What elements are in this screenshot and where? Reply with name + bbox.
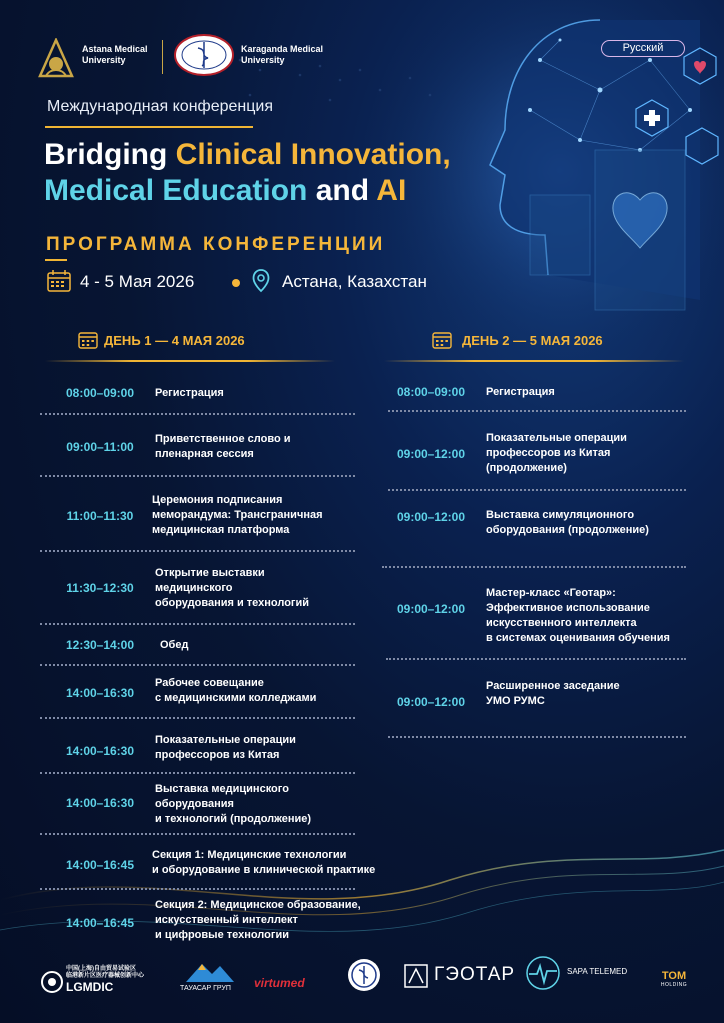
day2-title: ДЕНЬ 2 — 5 МАЯ 2026 — [462, 333, 603, 348]
geotar-logo — [404, 963, 516, 989]
university1-name: Astana Medical University — [82, 44, 148, 65]
day1-time: 14:00–16:45 — [65, 858, 135, 872]
title-line-2: Medical Education and AI — [44, 174, 407, 207]
day2-time: 09:00–12:00 — [396, 602, 466, 616]
row-separator — [40, 888, 355, 890]
university-seal-logo — [347, 958, 381, 992]
tom-name: TOM — [661, 970, 687, 982]
day1-time: 14:00–16:30 — [65, 686, 135, 700]
day1-time: 08:00–09:00 — [65, 386, 135, 400]
row-separator — [386, 658, 686, 660]
day1-time: 11:30–12:30 — [66, 581, 134, 595]
calendar-icon — [47, 270, 71, 292]
row-separator — [40, 772, 355, 774]
location-pin-icon — [252, 269, 270, 293]
row-separator — [40, 550, 355, 552]
day1-event: Рабочее совещание с медицинскими колледжами — [155, 677, 317, 704]
day2-time: 09:00–12:00 — [396, 447, 466, 461]
title-line-1: Bridging Clinical Innovation, — [44, 138, 451, 171]
lgmdic-subtitle: 中国(上海)自由贸易试验区 临港新片区医疗器械创新中心 — [66, 966, 145, 979]
row-separator — [388, 410, 686, 412]
row-separator — [40, 833, 355, 835]
day1-time: 09:00–11:00 — [66, 440, 134, 454]
tom-holding-logo — [656, 970, 692, 996]
tom-subtitle: HOLDING — [660, 982, 688, 988]
row-separator — [388, 736, 686, 738]
day2-event: Мастер-класс «Геотар»: Эффективное использование искусственного интеллекта в системах оценивания обучения — [486, 587, 670, 644]
virtumed-logo: virtumed — [254, 976, 305, 990]
day1-event: Секция 2: Медицинское образование, искусственный интеллект и цифровые технологии — [155, 899, 361, 941]
row-separator — [382, 566, 686, 568]
program-underline — [45, 259, 67, 261]
university2-name: Karaganda Medical University — [241, 44, 324, 65]
day2-time: 09:00–12:00 — [396, 510, 466, 524]
row-separator — [388, 489, 686, 491]
day1-time: 14:00–16:45 — [65, 916, 135, 930]
day1-event: Показательные операции профессоров из Китая — [155, 734, 296, 761]
day2-event: Показательные операции профессоров из Китая (продолжение) — [486, 432, 627, 474]
separator-dot — [232, 279, 240, 287]
conference-location: Астана, Казахстан — [282, 272, 427, 291]
day1-event: Приветственное слово и пленарная сессия — [155, 433, 291, 460]
day1-event: Открытие выставки медицинского оборудования и технологий — [155, 567, 310, 609]
day2-time: 08:00–09:00 — [396, 385, 466, 399]
day1-time: 11:00–11:30 — [66, 509, 134, 523]
day1-event: Секция 1: Медицинские технологии и оборудование в клинической практике — [152, 849, 376, 876]
day1-time: 12:30–14:00 — [65, 638, 135, 652]
day1-title: ДЕНЬ 1 — 4 МАЯ 2026 — [104, 333, 245, 348]
day1-event: Регистрация — [155, 387, 224, 399]
lgmdic-logo — [40, 966, 160, 1000]
program-heading: ПРОГРАММА КОНФЕРЕНЦИИ — [46, 234, 386, 255]
logo-divider — [162, 40, 163, 74]
tauasar-logo — [180, 960, 240, 1000]
day1-calendar-icon — [78, 330, 98, 349]
conference-dates: 4 - 5 Мая 2026 — [80, 272, 195, 291]
day1-time: 14:00–16:30 — [65, 744, 135, 758]
row-separator — [40, 717, 355, 719]
karaganda-medical-university-logo — [174, 34, 234, 76]
day1-event: Выставка медицинского оборудования и технологий (продолжение) — [155, 783, 312, 825]
sapa-telemed-logo — [525, 955, 645, 991]
day2-underline — [384, 360, 684, 362]
day2-calendar-icon — [432, 330, 452, 349]
lgmdic-name: LGMDIC — [66, 980, 114, 994]
row-separator — [40, 664, 355, 666]
geotar-name: ГЭОТАР — [434, 964, 516, 985]
sapa-telemed-name: SAPA TELEMED — [567, 967, 628, 976]
day2-event: Выставка симуляционного оборудования (продолжение) — [486, 509, 649, 536]
row-separator — [40, 413, 355, 415]
language-selector[interactable]: Русский — [601, 40, 685, 57]
day2-event: Расширенное заседание УМО РУМС — [486, 680, 620, 707]
day1-underline — [45, 360, 335, 362]
tauasar-name: ТАУАСАР ГРУП — [180, 985, 231, 992]
day2-time: 09:00–12:00 — [396, 695, 466, 709]
row-separator — [40, 623, 355, 625]
astana-medical-university-logo — [36, 38, 76, 80]
day1-time: 14:00–16:30 — [65, 796, 135, 810]
day2-event: Регистрация — [486, 386, 555, 398]
conference-subtitle: Международная конференция — [47, 98, 273, 115]
day1-event: Церемония подписания меморандума: Трансграничная медицинская платформа — [152, 494, 323, 536]
day1-event: Обед — [160, 639, 189, 651]
row-separator — [40, 475, 355, 477]
subtitle-underline — [45, 126, 253, 128]
